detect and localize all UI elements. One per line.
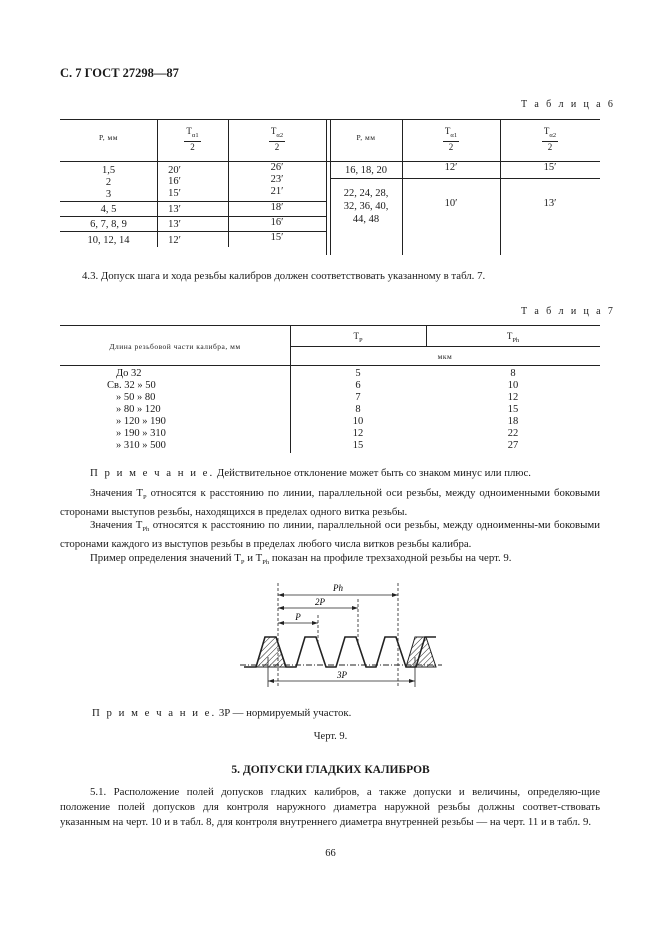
table-cell: 10 [352, 416, 364, 427]
table-cell: 10 [507, 380, 519, 391]
table7-header-tph: $T_{Ph}$ [506, 331, 520, 344]
table-cell: 6, 7, 8, 9 [90, 219, 127, 230]
table-cell: 13′ [168, 204, 181, 215]
table-cell: 26′ [270, 162, 284, 173]
table-cell: 23′ [270, 174, 284, 185]
table7-caption: Т а б л и ц а 7 [521, 306, 616, 317]
page-number: 66 [325, 848, 336, 859]
table6-header-p: P, мм [98, 133, 119, 142]
table-cell: 22, 24, 28, [343, 188, 389, 199]
table-cell: 15′ [168, 188, 181, 199]
paragraph-example: Пример определения значений $T_P$ и $T_{Ph}$ показан на профиле трехзаходной резьбы на черт. 9. [90, 552, 512, 567]
table-cell: 6 [355, 380, 361, 391]
table6-header-ta2-right: $\frac{T_{\alpha 2}}{2}$ [543, 126, 557, 152]
table-cell: 12 [507, 392, 519, 403]
table-cell: 12′ [168, 235, 181, 246]
table-cell: » 310 » 500 [116, 440, 166, 451]
table6-caption: Т а б л и ц а 6 [521, 99, 616, 110]
table-cell: 27 [507, 440, 519, 451]
table-cell: 15 [507, 404, 519, 415]
document-header: С. 7 ГОСТ 27298—87 [60, 66, 179, 80]
note-3p: П р и м е ч а н и е. 3P — нормируемый участок. [92, 707, 352, 719]
thread-profile-drawing [230, 575, 450, 695]
label-ph: Ph [333, 583, 343, 593]
table-cell: » 120 » 190 [116, 416, 166, 427]
label-p: P [295, 612, 301, 622]
table-cell: 20′ [168, 165, 181, 176]
label-2p: 2P [315, 597, 325, 607]
table-cell: 7 [355, 392, 361, 403]
table-cell: 16′ [168, 176, 181, 187]
table-cell: 10′ [444, 198, 458, 209]
table-cell: » 50 » 80 [116, 392, 156, 403]
table-cell: 22 [507, 428, 519, 439]
figure-caption: Черт. 9. [313, 731, 348, 742]
paragraph-4-3: 4.3. Допуск шага и хода резьбы калибров должен соответствовать указанному в табл. 7. [82, 270, 486, 282]
table-cell: 16, 18, 20 [345, 165, 387, 176]
table7-header-length: Длина резьбовой части калибра, мм [109, 342, 241, 351]
note-deviation: П р и м е ч а н и е. Действительное отклонение может быть со знаком минус или плюс. [90, 467, 531, 479]
table-cell: 13′ [168, 219, 181, 230]
table-cell: 18′ [270, 202, 284, 213]
table-cell: 12 [352, 428, 364, 439]
table-cell: 15 [352, 440, 364, 451]
table-cell: 4, 5 [100, 204, 117, 215]
table-cell: 18 [507, 416, 519, 427]
table-cell: 16′ [270, 217, 284, 228]
table6-header-ta1-right: $\frac{T_{\alpha 1}}{2}$ [444, 126, 458, 152]
table-cell: 1,5 [101, 165, 116, 176]
table-cell: 5 [355, 368, 361, 379]
table-cell: До 32 [116, 368, 142, 379]
table-cell: 44, 48 [352, 214, 380, 225]
table-cell: 13′ [543, 198, 557, 209]
paragraph-5-1: 5.1. Расположение полей допусков гладких калибров, а также допуски и величины, определяю-щие положение полей допусков для контроля наружного диаметра наружной резьбы должны соответ-ствовать указанным на черт. 10 и в табл. 8, для контроля внутреннего диаметра внутренней резьбы — на черт. 11 и в табл. 9. [60, 786, 600, 828]
table-cell: » 190 » 310 [116, 428, 166, 439]
table-cell: 3 [105, 189, 112, 200]
table-cell: 8 [510, 368, 516, 379]
table-cell: 10, 12, 14 [87, 235, 130, 246]
table-cell: 15′ [270, 232, 284, 243]
table6-header-ta2: $\frac{T_{\alpha 2}}{2}$ [270, 126, 284, 152]
table-cell: 15′ [543, 162, 557, 173]
table-cell: 32, 36, 40, [343, 201, 389, 212]
table-cell: 12′ [444, 162, 458, 173]
table-cell: Св. 32 » 50 [107, 380, 156, 391]
section-title: 5. ДОПУСКИ ГЛАДКИХ КАЛИБРОВ [231, 764, 430, 776]
table7-header-tp: $T_P$ [353, 331, 363, 344]
table6-header-ta1: $\frac{T_{\alpha 1}}{2}$ [186, 126, 199, 152]
label-3p: 3P [337, 670, 347, 680]
paragraph-tp: Значения $T_P$ относятся к расстоянию по линии, параллельной оси резьбы, между одноименными боковыми сторонами выступов резьбы, находящихся в пределах одного витка резьбы. [60, 487, 600, 519]
table-cell: 8 [355, 404, 361, 415]
table-cell: 21′ [270, 186, 284, 197]
table-cell: » 80 » 120 [116, 404, 161, 415]
table7-unit: мкм [437, 352, 453, 361]
table-cell: 2 [105, 177, 112, 188]
table6-header-p-right: P, мм [356, 133, 376, 142]
paragraph-tph: Значения $T_{Ph}$ относятся к расстоянию по линии, параллельной оси резьбы, между одноименны-ми боковыми сторонами каждого из выступов резьбы в пределах любого числа витков резьбы калибра. [60, 519, 601, 551]
